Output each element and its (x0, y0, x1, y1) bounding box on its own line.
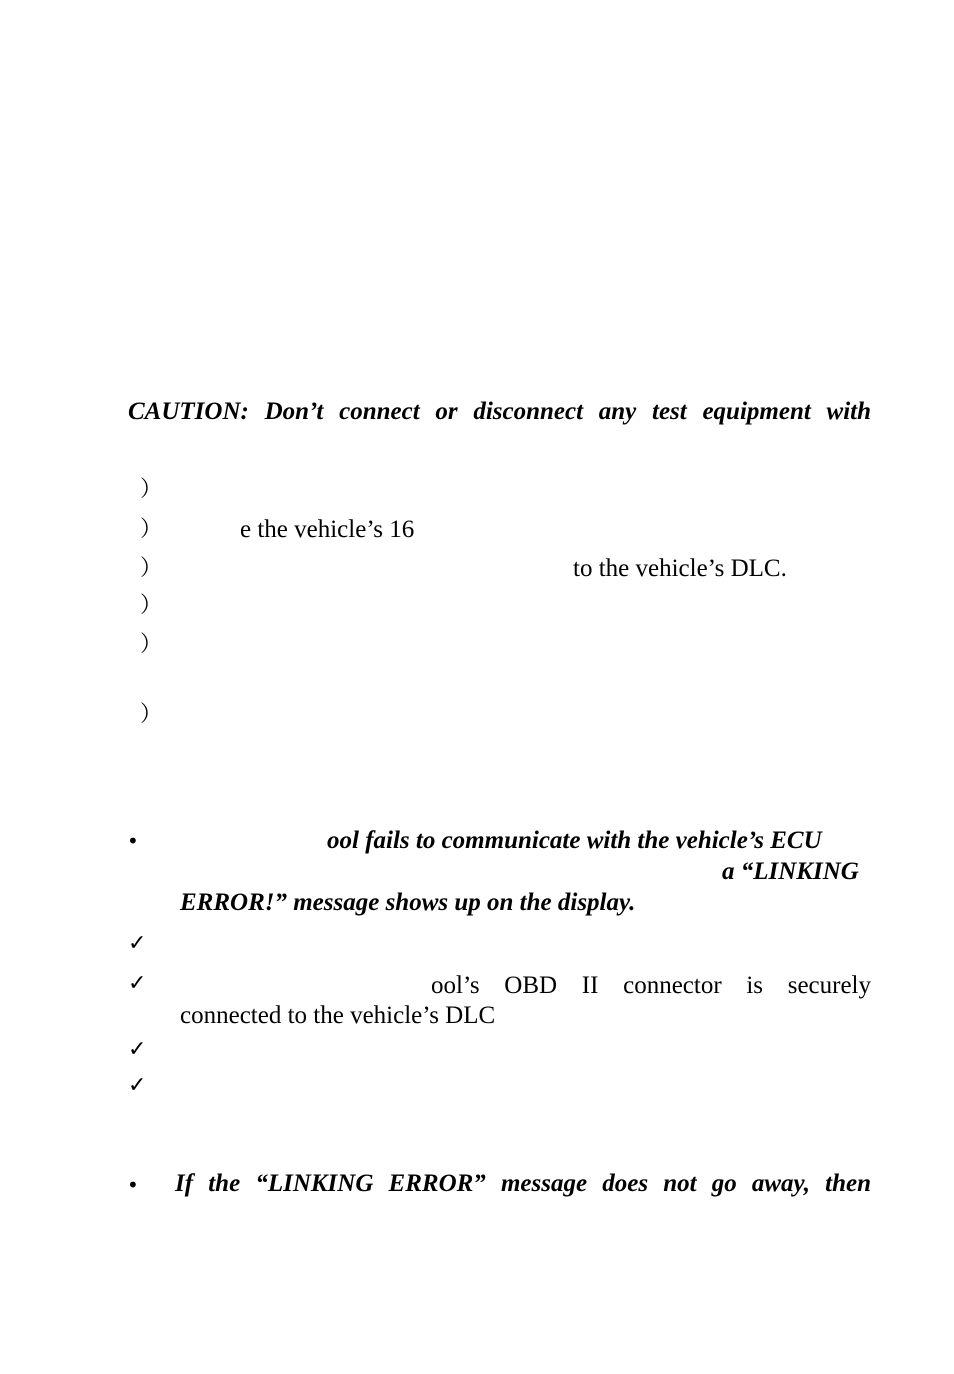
check-3-icon: ✓ (128, 1037, 147, 1062)
check-1-icon: ✓ (128, 931, 147, 956)
linking-error-line-3: ERROR!” message shows up on the display. (180, 889, 636, 916)
step-1-marker: ） (140, 477, 163, 502)
step-5-marker: ） (140, 632, 163, 657)
step-6-marker: ） (140, 702, 163, 727)
final-note-bullet: • (127, 1173, 139, 1197)
caution-text: CAUTION: Don’t connect or disconnect any test equipment with (128, 398, 871, 425)
check-2-icon: ✓ (128, 971, 147, 996)
step-4-marker: ） (140, 593, 163, 618)
final-note-text: If the “LINKING ERROR” message does not go away, then (175, 1170, 871, 1197)
check-4-icon: ✓ (128, 1073, 147, 1098)
step-3-marker: ） (140, 556, 163, 581)
step-2-marker: ） (140, 517, 163, 542)
linking-error-line-1: ool fails to communicate with the vehicle’s ECU (327, 827, 822, 854)
check-2-line-1: ool’s OBD II connector is securely (431, 972, 871, 999)
linking-error-line-2: a “LINKING (722, 858, 859, 885)
step-2-text: e the vehicle’s 16 (240, 516, 415, 543)
step-3-text: to the vehicle’s DLC. (573, 555, 787, 582)
check-2-line-2: connected to the vehicle’s DLC (180, 1002, 496, 1029)
linking-error-bullet: • (127, 829, 139, 853)
